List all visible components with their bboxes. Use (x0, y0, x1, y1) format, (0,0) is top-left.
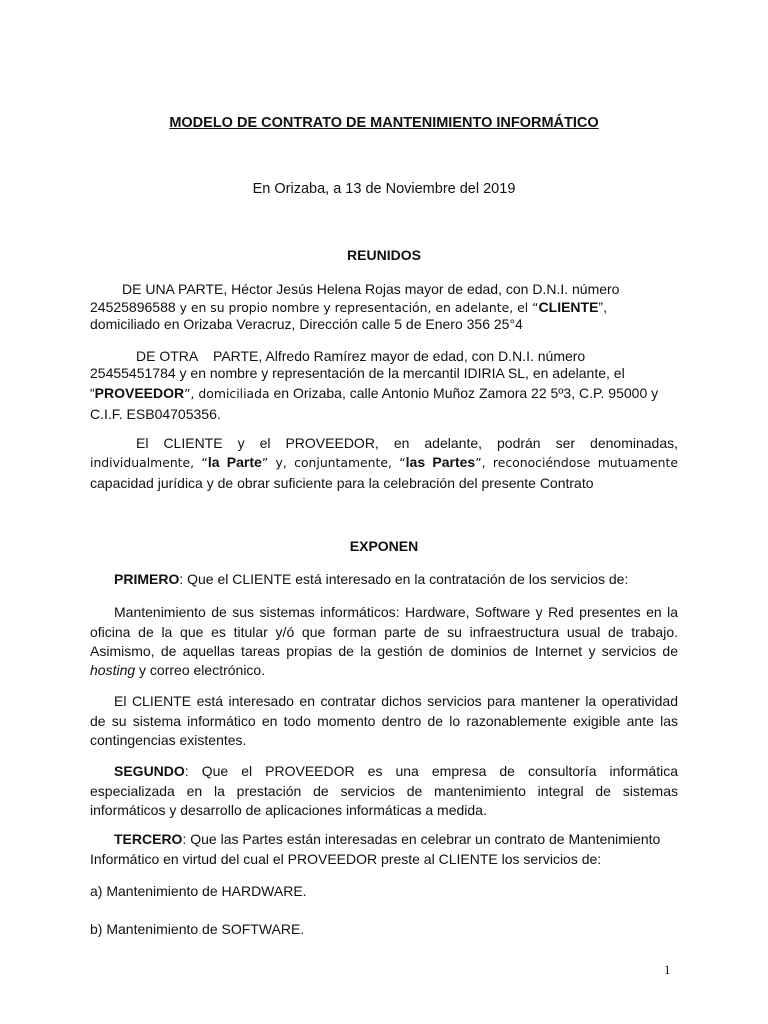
mantenimiento-line1: Mantenimiento de sus sistemas informáticos: Hardware, Software y Red presentes en la (114, 604, 678, 620)
list-item-software: b) Mantenimiento de SOFTWARE. (90, 921, 305, 937)
primero-text: : Que el CLIENTE está interesado en la contratación de los servicios de: (179, 571, 629, 587)
quote-open: “ (90, 385, 95, 401)
hosting-term: hosting (90, 662, 136, 678)
parte2-line3 (90, 384, 678, 403)
tercero-line2: Informático en virtud del cual el PROVEEDOR preste al CLIENTE los servicios de: (90, 851, 602, 867)
tercero-line1-rest: : Que las Partes están interesadas en celebrar un contrato de Mantenimiento (182, 831, 661, 847)
partes-line2-c: ” y, conjuntamente, “ (261, 455, 406, 470)
partes-line2-e: ”, reconociéndose mutuamente (475, 455, 678, 470)
segundo-line2: especializada en la prestación de servicios de mantenimiento integral de sistemas (90, 783, 678, 799)
parte2-line4: C.I.F. ESB04705356. (90, 406, 221, 422)
parte2-line1: DE OTRA PARTE, Alfredo Ramírez mayor de edad, con D.N.I. número (136, 348, 586, 364)
partes-line2-a: individualmente, “ (90, 455, 208, 470)
interes-line3: contingencias existentes. (90, 732, 247, 748)
reunidos-heading: REUNIDOS (347, 247, 421, 263)
interes-line2: de su sistema informático en todo momento dentro de lo razonablemente exigible ante las (90, 713, 678, 729)
segundo-line3: informáticos y desarrollo de aplicaciones informáticas a medida. (90, 802, 487, 818)
interes-line1: El CLIENTE está interesado en contratar dichos servicios para mantener la operatividad (114, 693, 678, 709)
mantenimiento-line4 (90, 661, 678, 680)
partes-line3: capacidad jurídica y de obrar suficiente para la celebración del presente Contrato (90, 475, 594, 491)
segundo-label: SEGUNDO (114, 763, 185, 779)
page-number: 1 (664, 962, 671, 977)
mantenimiento-line3: Asimismo, de aquellas tareas propias de la gestión de dominios de Internet y servicios de (90, 643, 678, 659)
tercero-line1 (114, 830, 678, 849)
proveedor-term: PROVEEDOR (94, 385, 185, 401)
primero-label: PRIMERO (114, 571, 180, 587)
dni-cliente: 24525896588 (90, 299, 176, 315)
place-date: En Orizaba, a 13 de Noviembre del 2019 (252, 181, 516, 197)
partes-line1: El CLIENTE y el PROVEEDOR, en adelante, podrán ser denominadas, (136, 435, 678, 451)
tercero-label: TERCERO (114, 831, 183, 847)
parte1-line1: DE UNA PARTE, Héctor Jesús Helena Rojas mayor de edad, con D.N.I. número (122, 281, 620, 297)
mantenimiento-line4-rest: y correo electrónico. (135, 662, 266, 678)
list-item-hardware: a) Mantenimiento de HARDWARE. (90, 883, 307, 899)
parte1-line2-end: ”, (598, 299, 607, 315)
parte1-line3: domiciliado en Orizaba Veracruz, Dirección calle 5 de Enero 356 25°4 (90, 316, 523, 332)
parte2-line3-rest: en Orizaba, calle Antonio Muñoz Zamora 22 5º3, C.P. 95000 y (269, 385, 659, 401)
exponen-heading: EXPONEN (349, 538, 419, 554)
parte1-line2-text: y en su propio nombre y representación, en adelante, el “ (175, 300, 539, 315)
segundo-line1-rest: : Que el PROVEEDOR es una empresa de consultoría informática (184, 763, 678, 779)
las-partes-term: las Partes (405, 454, 476, 470)
parte2-line3-alt: ”, domiciliada (184, 386, 270, 401)
la-parte-term: la Parte (207, 454, 262, 470)
document-title: MODELO DE CONTRATO DE MANTENIMIENTO INFORMÁTICO (169, 115, 599, 131)
partes-line2 (90, 453, 678, 472)
mantenimiento-line2: oficina de la que es titular y/ó que forman parte de su infraestructura usual de trabajo. (90, 624, 678, 640)
parte2-line2: 25455451784 y en nombre y representación de la mercantil IDIRIA SL, en adelante, el (90, 365, 625, 381)
segundo-line1 (114, 762, 678, 781)
primero-paragraph (114, 570, 702, 589)
cliente-term: CLIENTE (538, 299, 599, 315)
